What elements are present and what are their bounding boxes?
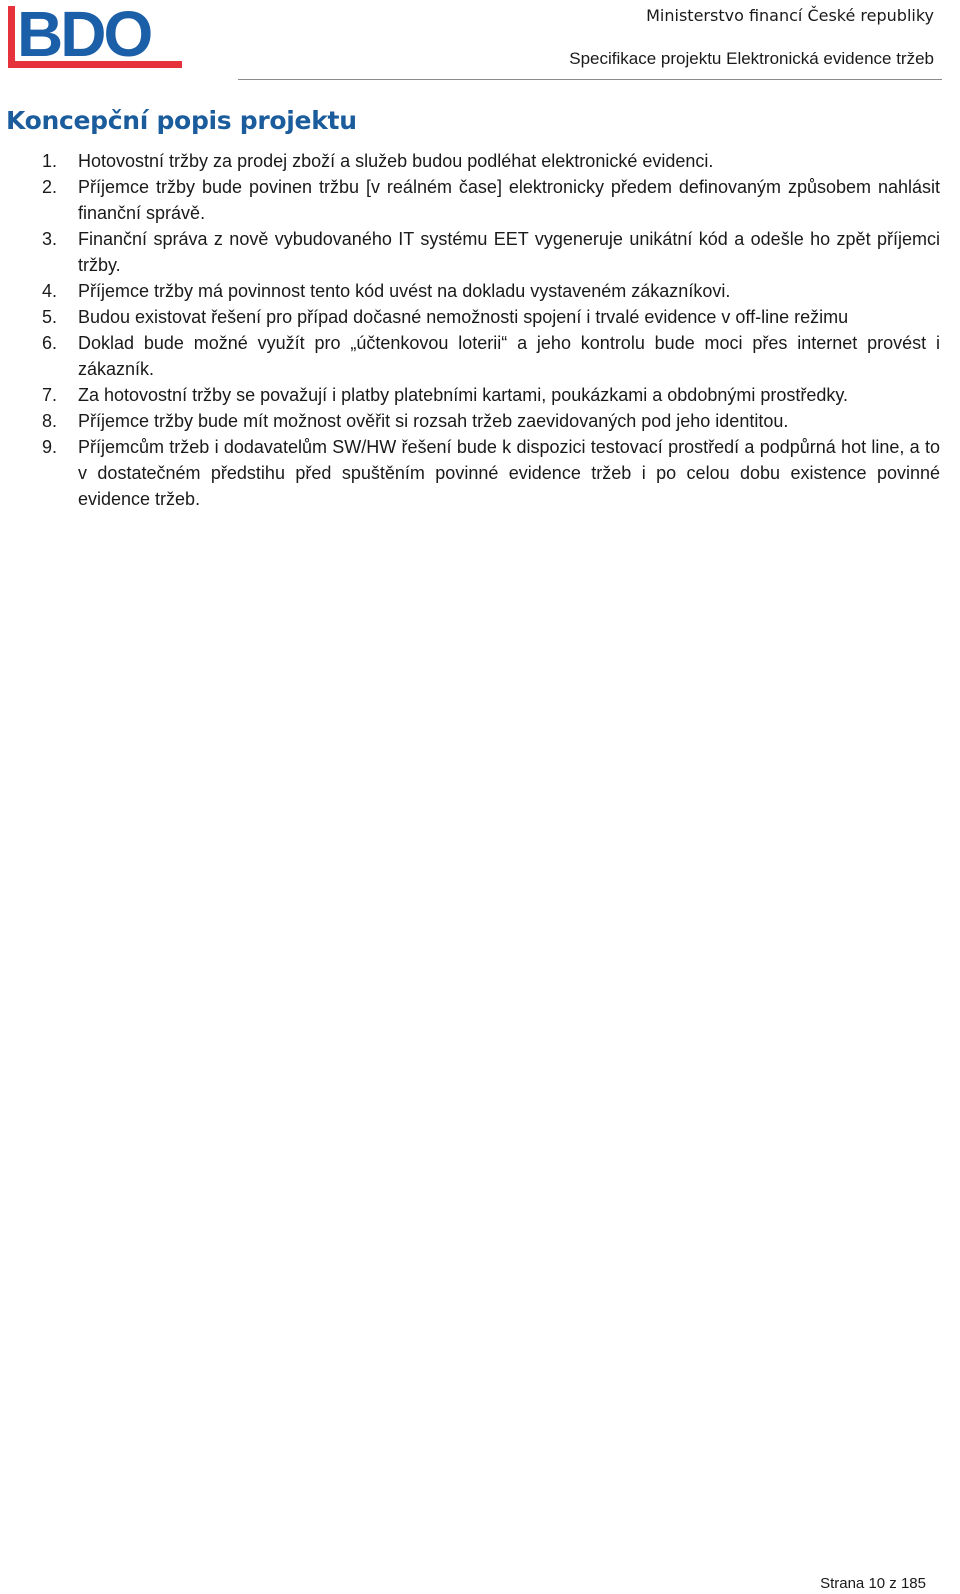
list-item-text: Budou existovat řešení pro případ dočasné nemožnosti spojení i trvalé evidence v off-line režimu — [78, 307, 849, 327]
list-item-number: 6. — [41, 333, 57, 353]
list-item-text: Doklad bude možné využít pro „účtenkovou loterii“ a jeho kontrolu bude moci přes internet provést i zákazník. — [78, 333, 940, 379]
list-item-number: 8. — [41, 411, 57, 431]
list-item — [0, 278, 960, 304]
list-item-text: Příjemce tržby bude povinen tržbu [v reálném čase] elektronicky předem definovaným způsobem nahlásit finanční správě. — [78, 177, 940, 223]
list-item-text: Hotovostní tržby za prodej zboží a služeb budou podléhat elektronické evidenci. — [78, 151, 714, 171]
list-item-number: 7. — [41, 385, 57, 405]
svg-text:BDO: BDO — [17, 4, 151, 70]
list-item — [0, 304, 960, 330]
page-number: Strana 10 z 185 — [820, 1575, 926, 1592]
list-item — [0, 382, 960, 408]
list-item — [0, 408, 960, 434]
list-item-number: 3. — [41, 229, 57, 249]
list-item — [0, 226, 960, 278]
list-item-number: 5. — [41, 307, 57, 327]
header-ministry: Ministerstvo financí České republiky — [646, 6, 934, 25]
bdo-logo — [8, 4, 186, 74]
list-item-number: 2. — [41, 177, 57, 197]
list-item-text: Příjemcům tržeb i dodavatelům SW/HW řešení bude k dispozici testovací prostředí a podpůrná hot line, a to v dostatečném předstihu před spuštěním povinné evidence tržeb i po celou dobu existence povinné evidence tržeb. — [78, 437, 940, 509]
list-item-text: Za hotovostní tržby se považují i platby platebními kartami, poukázkami a obdobnými prostředky. — [78, 385, 849, 405]
list-item-text: Příjemce tržby má povinnost tento kód uvést na dokladu vystaveném zákazníkovi. — [78, 281, 731, 301]
header-divider — [238, 79, 942, 80]
header-project-spec: Specifikace projektu Elektronická evidence tržeb — [569, 49, 934, 68]
numbered-list — [0, 148, 960, 512]
list-item-number: 9. — [41, 437, 57, 457]
list-item-number: 1. — [41, 151, 57, 171]
list-item — [0, 330, 960, 382]
list-item — [0, 148, 960, 174]
list-item — [0, 174, 960, 226]
page-title: Koncepční popis projektu — [6, 106, 357, 135]
list-item — [0, 434, 960, 512]
list-item-text: Finanční správa z nově vybudovaného IT systému EET vygeneruje unikátní kód a odešle ho zpět příjemci tržby. — [78, 229, 940, 275]
list-item-text: Příjemce tržby bude mít možnost ověřit si rozsah tržeb zaevidovaných pod jeho identitou. — [78, 411, 789, 431]
list-item-number: 4. — [41, 281, 57, 301]
